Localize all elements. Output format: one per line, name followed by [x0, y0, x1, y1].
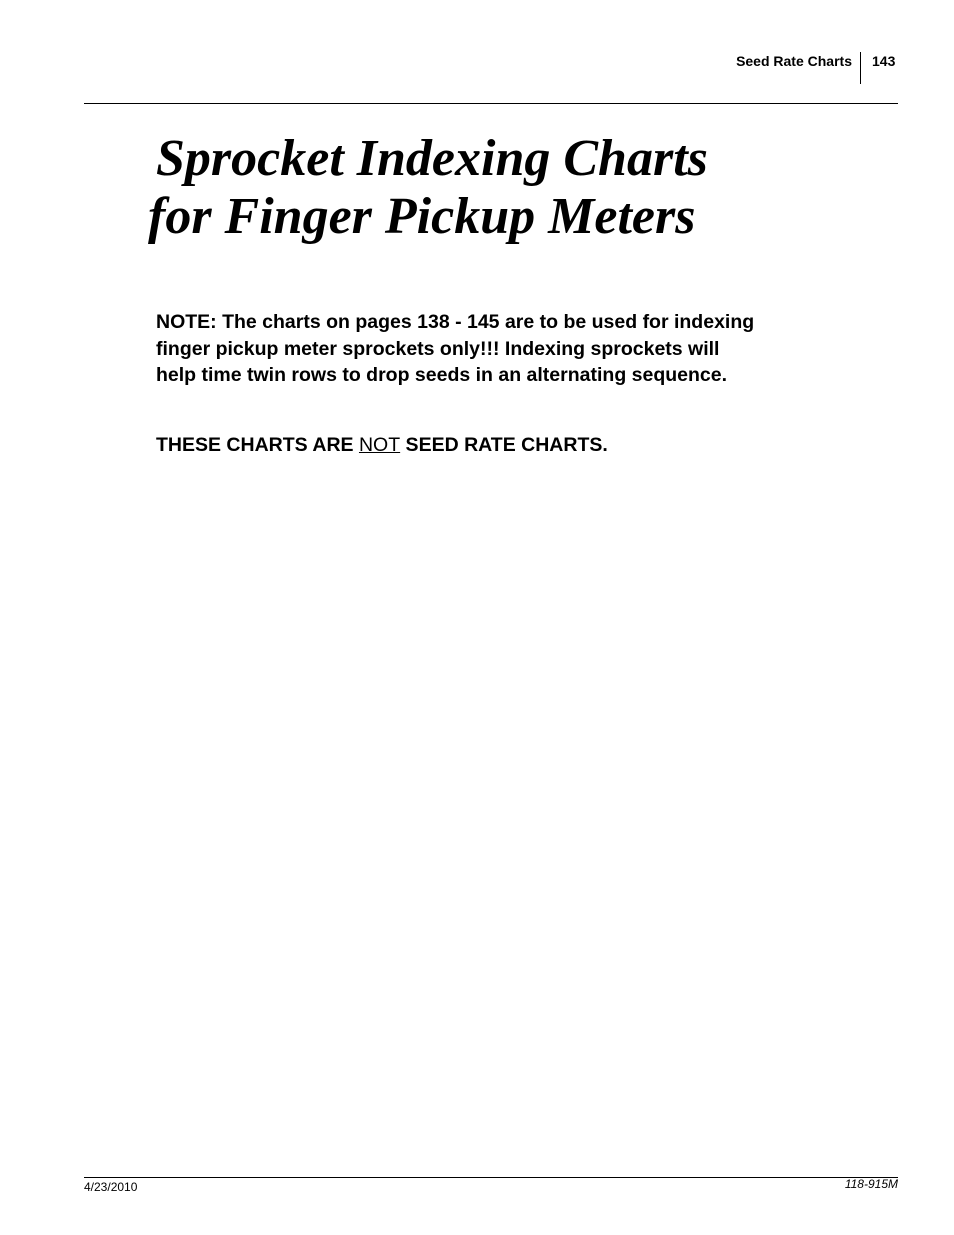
warning-emphasis: NOT [358, 434, 401, 456]
header-separator [860, 52, 861, 84]
footer-date: 4/23/2010 [84, 1180, 138, 1194]
page-title [148, 130, 868, 246]
page-title-line-2: for Finger Pickup Meters [148, 188, 696, 245]
note-paragraph [156, 309, 856, 389]
running-header-section: Seed Rate Charts [736, 53, 852, 69]
footer-document-number: 118-915M [844, 1177, 898, 1191]
header-rule [84, 103, 898, 104]
warning-text-after: SEED RATE CHARTS. [400, 434, 608, 456]
footer-rule [84, 1177, 898, 1178]
warning-text-before: THESE CHARTS ARE [156, 434, 359, 456]
note-line-2: finger pickup meter sprockets only!!! Indexing sprockets will [156, 337, 720, 360]
page-number: 143 [872, 53, 896, 69]
warning-statement [156, 432, 608, 458]
page-title-line-1: Sprocket Indexing Charts [156, 130, 708, 187]
note-line-3: help time twin rows to drop seeds in an alternating sequence. [156, 364, 728, 386]
note-line-1: NOTE: The charts on pages 138 - 145 are to be used for indexing [156, 311, 755, 333]
